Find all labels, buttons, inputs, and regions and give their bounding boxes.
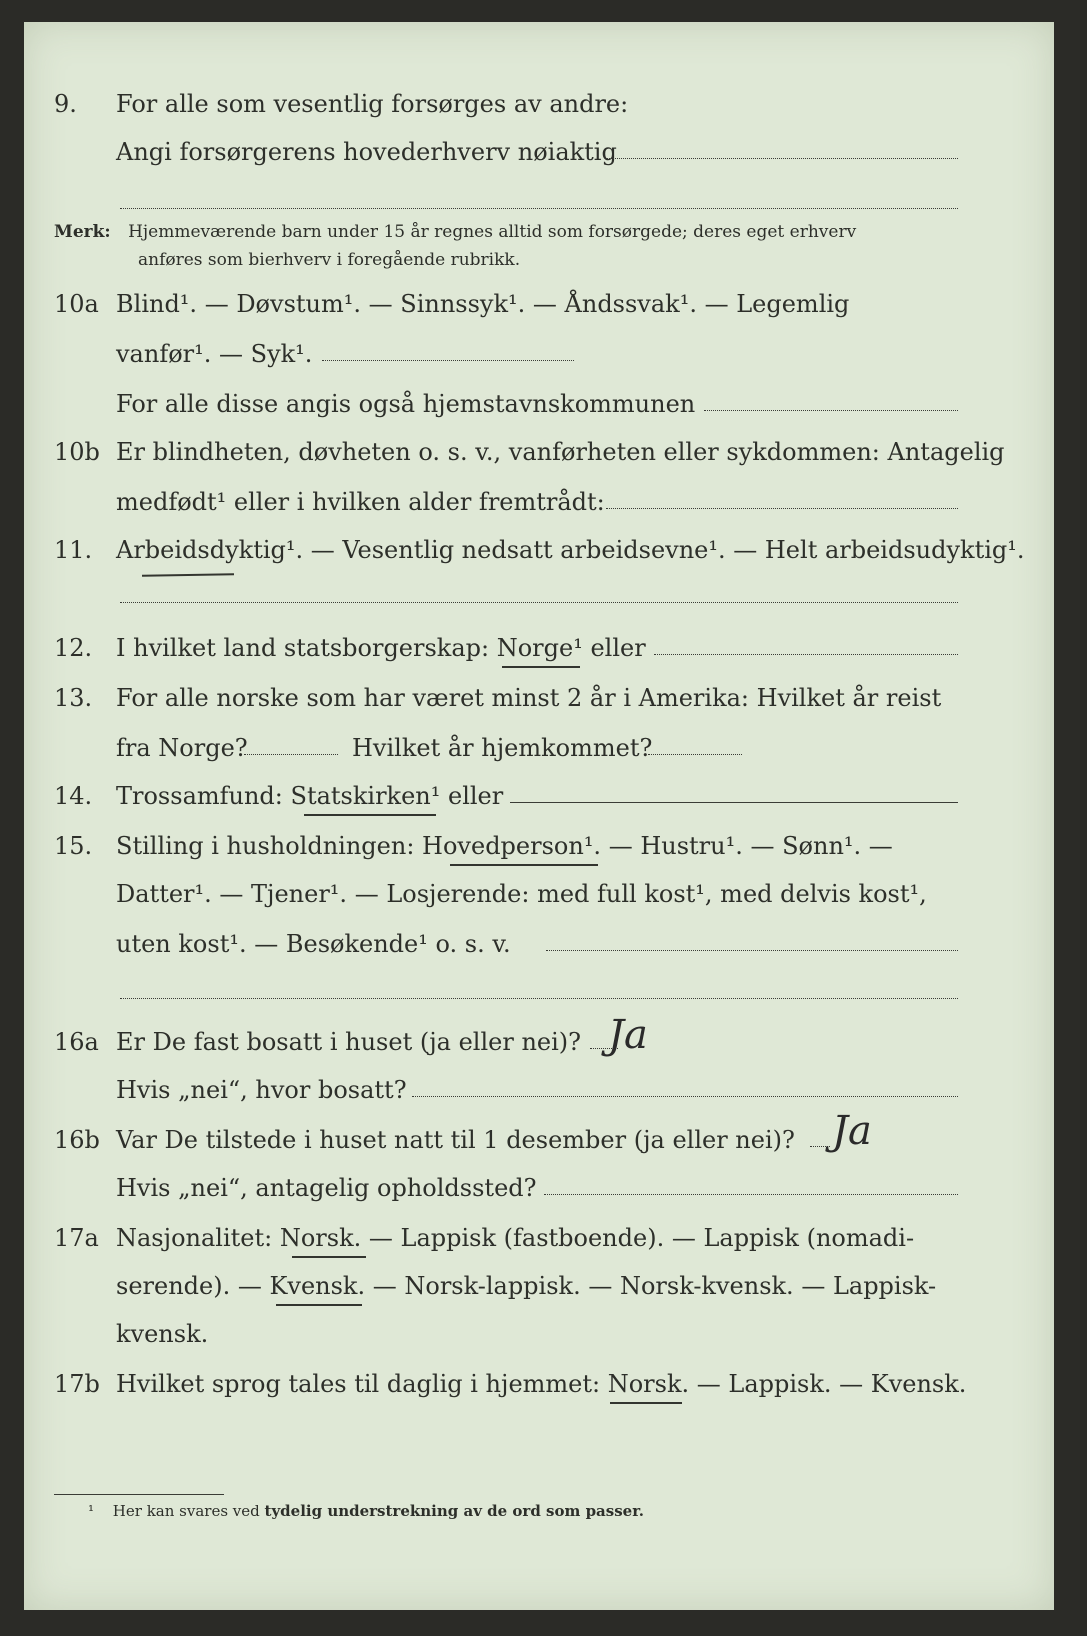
item-10a-line-2 — [24, 334, 1054, 374]
handwritten-underline — [142, 573, 234, 577]
item-text: Nasjonalitet: Norsk. — Lappisk (fastboende). — Lappisk (nomadi- — [116, 1224, 915, 1252]
item-10b-line-2 — [24, 482, 1054, 522]
handwritten-underline — [304, 814, 436, 816]
item-text: Hvilket sprog tales til daglig i hjemmet: Norsk. — Lappisk. — Kvensk. — [116, 1370, 967, 1398]
answer-line[interactable] — [546, 950, 958, 951]
answer-line[interactable] — [810, 1146, 830, 1147]
item-15-line-3 — [24, 924, 1054, 964]
handwritten-answer: Ja — [832, 1108, 872, 1154]
item-text: Hvis „nei“, antagelig opholdssted? — [116, 1174, 537, 1202]
handwritten-underline — [292, 1256, 366, 1258]
item-text: Blind¹. — Døvstum¹. — Sinnssyk¹. — Åndssvak¹. — Legemlig — [116, 290, 850, 318]
item-13-line-2 — [24, 728, 1054, 768]
item-9-line-2 — [24, 132, 1054, 172]
answer-line[interactable] — [322, 360, 574, 361]
census-form-page — [24, 22, 1054, 1610]
answer-line[interactable] — [606, 508, 958, 509]
merk-note — [54, 218, 856, 246]
item-number: 10b — [54, 438, 100, 466]
item-text: Er blindheten, døvheten o. s. v., vanførheten eller sykdommen: Antagelig — [116, 438, 1005, 466]
item-text: medfødt¹ eller i hvilken alder fremtrådt: — [116, 488, 605, 516]
item-text: Hvis „nei“, hvor bosatt? — [116, 1076, 407, 1104]
item-text: Stilling i husholdningen: Hovedperson¹. — Hustru¹. — Sønn¹. — — [116, 832, 893, 860]
handwritten-answer: Ja — [608, 1012, 648, 1058]
item-10a-line-3 — [24, 384, 1054, 424]
answer-line[interactable] — [606, 158, 958, 159]
item-text: Arbeidsdyktig¹. — Vesentlig nedsatt arbeidsevne¹. — Helt arbeidsudyktig¹. — [116, 536, 1025, 564]
item-17a-line-3 — [24, 1314, 1054, 1354]
item-text: fra Norge? — [116, 734, 248, 762]
item-number: 14. — [54, 782, 93, 810]
handwritten-underline — [610, 1402, 682, 1404]
item-text: Er De fast bosatt i huset (ja eller nei)? — [116, 1028, 582, 1056]
item-12 — [24, 628, 1054, 668]
footnote-text: Her kan svares ved — [112, 1502, 260, 1520]
item-13 — [24, 678, 1054, 718]
item-number: 12. — [54, 634, 93, 662]
item-text: Datter¹. — Tjener¹. — Losjerende: med full kost¹, med delvis kost¹, — [116, 880, 927, 908]
item-11 — [24, 530, 1054, 570]
item-number: 11. — [54, 536, 93, 564]
item-number: 13. — [54, 684, 93, 712]
item-15-line-2 — [24, 874, 1054, 914]
answer-line[interactable] — [244, 754, 338, 755]
footnote — [88, 1502, 644, 1520]
item-text: uten kost¹. — Besøkende¹ o. s. v. — [116, 930, 511, 958]
item-number: 9. — [54, 90, 77, 118]
item-10a — [24, 284, 1054, 324]
item-text: Trossamfund: Statskirken¹ eller — [116, 782, 504, 810]
item-number: 16b — [54, 1126, 100, 1154]
item-text: Var De tilstede i huset natt til 1 desember (ja eller nei)? — [116, 1126, 795, 1154]
footnote-mark: ¹ — [88, 1502, 95, 1520]
answer-line[interactable] — [648, 754, 742, 755]
handwritten-underline — [276, 1304, 362, 1306]
handwritten-underline — [502, 666, 580, 668]
merk-text: Hjemmeværende barn under 15 år regnes alltid som forsørgede; deres eget erhverv — [128, 222, 857, 242]
item-17a — [24, 1218, 1054, 1258]
item-17b — [24, 1364, 1054, 1404]
answer-line[interactable] — [120, 208, 958, 209]
answer-line[interactable] — [654, 654, 958, 655]
item-text: kvensk. — [116, 1320, 209, 1348]
answer-line[interactable] — [120, 998, 958, 999]
item-9 — [24, 84, 1054, 124]
item-text: vanfør¹. — Syk¹. — [116, 340, 313, 368]
merk-note-line-2: anføres som bierhverv i foregående rubrikk. — [138, 250, 521, 270]
footnote-bold: tydelig understrekning av de ord som passer. — [264, 1502, 644, 1520]
merk-label: Merk: — [54, 222, 111, 242]
handwritten-underline — [450, 864, 598, 866]
item-number: 15. — [54, 832, 93, 860]
answer-line[interactable] — [704, 410, 958, 411]
item-10b — [24, 432, 1054, 472]
item-number: 16a — [54, 1028, 99, 1056]
item-16b — [24, 1120, 1054, 1160]
answer-line[interactable] — [120, 602, 958, 603]
item-number: 17a — [54, 1224, 99, 1252]
item-text: Hvilket år hjemkommet? — [352, 734, 653, 762]
answer-line[interactable] — [544, 1194, 958, 1195]
answer-line[interactable] — [510, 802, 958, 803]
item-text: Angi forsørgerens hovederhverv nøiaktig — [116, 138, 617, 166]
item-text: serende). — Kvensk. — Norsk-lappisk. — Norsk-kvensk. — Lappisk- — [116, 1272, 937, 1300]
item-16a-line-2 — [24, 1070, 1054, 1110]
answer-line[interactable] — [412, 1096, 958, 1097]
item-number: 17b — [54, 1370, 100, 1398]
item-16a — [24, 1022, 1054, 1062]
item-15 — [24, 826, 1054, 866]
item-17a-line-2 — [24, 1266, 1054, 1306]
item-text: I hvilket land statsborgerskap: Norge¹ eller — [116, 634, 646, 662]
item-16b-line-2 — [24, 1168, 1054, 1208]
item-14 — [24, 776, 1054, 816]
item-number: 10a — [54, 290, 99, 318]
item-text: For alle som vesentlig forsørges av andre: — [116, 90, 629, 118]
footnote-rule — [54, 1494, 224, 1495]
item-text: For alle norske som har været minst 2 år i Amerika: Hvilket år reist — [116, 684, 942, 712]
item-text: For alle disse angis også hjemstavnskommunen — [116, 390, 696, 418]
